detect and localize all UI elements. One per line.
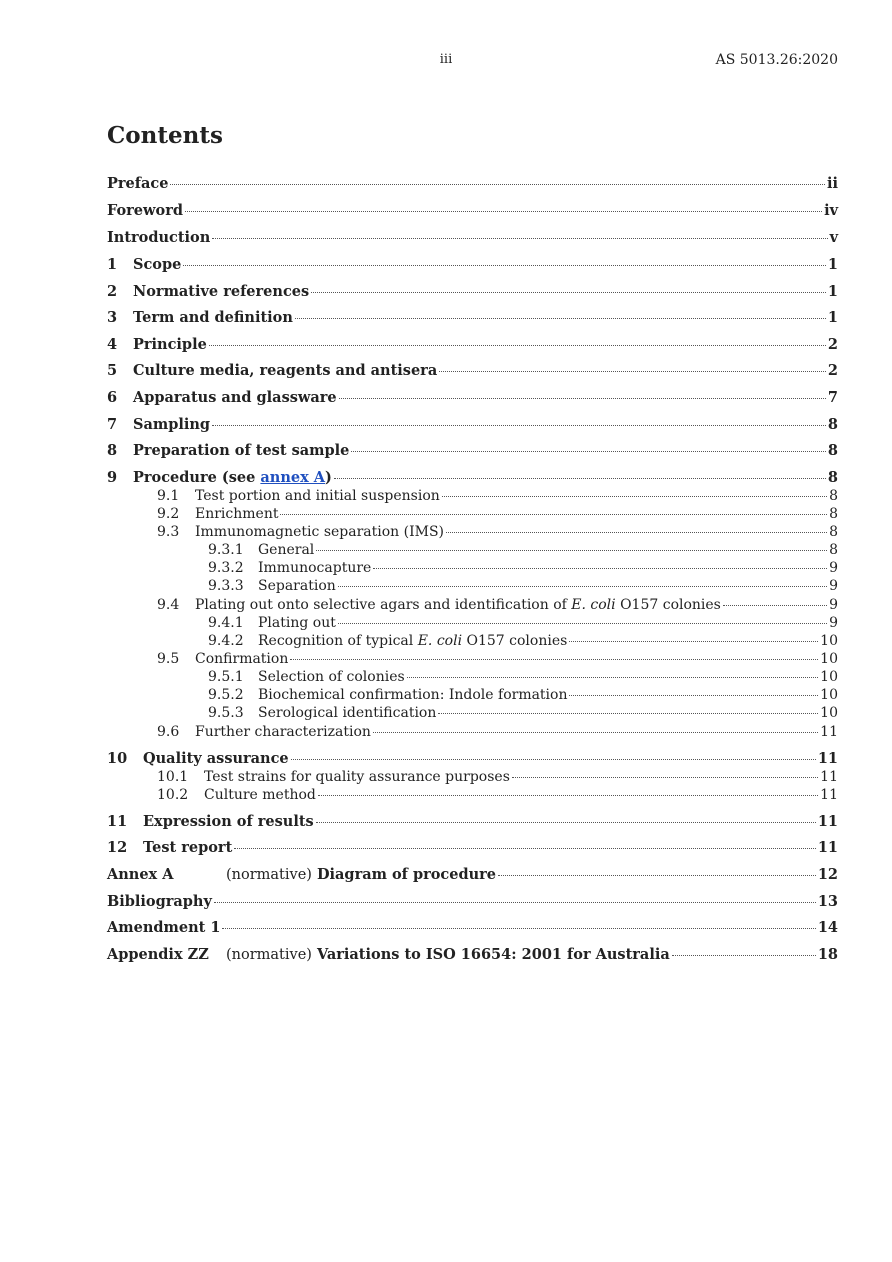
toc-entry-9-5-1[interactable] [107,668,838,686]
dot-leader [723,605,827,606]
toc-entry-title: Apparatus and glassware [133,389,337,406]
toc-entry-title-suffix: O157 colonies [462,633,568,649]
toc-entry-page: 10 [820,705,838,721]
toc-entry-title: Expression of results [143,813,314,830]
toc-entry-page: 8 [829,542,838,558]
toc-entry-title: Enrichment [195,506,279,522]
toc-entry-title: Serological identification [258,705,437,721]
toc-entry-title: Variations to ISO 16654: 2001 for Australia [316,946,670,963]
page-number: iii [439,52,453,67]
toc-entry-9-5-3[interactable] [107,704,838,722]
toc-entry-note: (normative) [226,947,312,963]
toc-entry-number: 9.5.3 [208,705,244,721]
toc-entry-title: Amendment 1 [107,919,221,936]
toc-entry-page: 8 [827,469,838,486]
toc-entry-procedure[interactable] [107,469,838,487]
toc-entry-9-4[interactable] [107,596,838,614]
organism-name: E. coli [417,633,463,649]
dot-leader [442,496,827,497]
dot-leader [316,550,827,551]
toc-entry-9-2[interactable] [107,505,838,523]
toc-entry-title: Principle [133,336,207,353]
toc-entry-note: (normative) [226,867,312,883]
toc-entry-title: Test strains for quality assurance purposes [204,769,510,785]
toc-entry-normative-references[interactable] [107,283,838,301]
toc-entry-number: 9.4 [157,597,180,613]
toc-entry-page: 9 [829,560,838,576]
dot-leader [214,902,816,903]
toc-entry-term-and-definition[interactable] [107,309,838,327]
toc-entry-page: 9 [829,597,838,613]
dot-leader [438,713,818,714]
page-title: Contents [107,122,223,149]
toc-entry-page: 9 [829,578,838,594]
dot-leader [338,623,827,624]
dot-leader [295,318,826,319]
dot-leader [290,659,818,660]
toc-entry-number: 9.2 [157,506,180,522]
toc-entry-page: 1 [827,309,838,326]
dot-leader [373,568,827,569]
toc-entry-number: 9.5.1 [208,669,244,685]
toc-entry-page: 2 [827,336,838,353]
toc-entry-title [133,469,332,487]
dot-leader [183,265,826,266]
dot-leader [339,398,826,399]
toc-entry-number: 8 [107,442,118,459]
toc-entry-number: 10 [107,750,128,767]
toc-entry-title: Quality assurance [143,750,289,767]
toc-entry-9-3-2[interactable] [107,559,838,577]
toc-entry-number: 9.4.1 [208,615,244,631]
dot-leader [316,822,816,823]
toc-entry-title: Sampling [133,416,211,433]
toc-entry-preface[interactable] [107,175,838,193]
toc-entry-page: 8 [827,416,838,433]
toc-entry-page: 8 [829,488,838,504]
dot-leader [569,641,818,642]
toc-entry-page: 8 [829,524,838,540]
dot-leader [512,777,818,778]
dot-leader [311,292,826,293]
toc-entry-10-2[interactable] [107,786,838,804]
toc-entry-preparation[interactable] [107,442,838,460]
toc-entry-page: 11 [820,769,838,785]
toc-entry-number: 9.1 [157,488,180,504]
toc-entry-culture-media[interactable] [107,362,838,380]
dot-leader [351,451,826,452]
toc-entry-page: 11 [817,750,838,767]
toc-entry-number: 9.3.2 [208,560,244,576]
toc-entry-title: Test report [143,839,233,856]
toc-entry-page: 1 [827,283,838,300]
toc-entry-9-4-1[interactable] [107,614,838,632]
toc-entry-9-5[interactable] [107,650,838,668]
toc-entry-sampling[interactable] [107,416,838,434]
toc-entry-number: 9 [107,469,118,486]
toc-entry-page: 1 [827,256,838,273]
toc-entry-page: 12 [817,866,838,883]
toc-entry-9-4-2[interactable] [107,632,838,650]
dot-leader [185,211,822,212]
toc-entry-9-1[interactable] [107,487,838,505]
dot-leader [407,677,818,678]
dot-leader [234,848,816,849]
toc-entry-test-report[interactable] [107,839,838,857]
toc-entry-foreword[interactable] [107,202,838,220]
toc-entry-title [258,632,567,650]
toc-entry-number: 9.4.2 [208,633,244,649]
dot-leader [212,425,826,426]
dot-leader [439,371,826,372]
dot-leader [222,928,815,929]
dot-leader [209,345,826,346]
toc-entry-number: 9.6 [157,724,180,740]
toc-entry-number: 9.3 [157,524,180,540]
toc-entry-title-prefix: Plating out onto selective agars and identification of [195,597,572,613]
toc-entry-number: 9.3.1 [208,542,244,558]
toc-entry-introduction[interactable] [107,229,838,247]
annex-a-link[interactable]: annex A [260,469,326,486]
dot-leader [672,955,816,956]
toc-entry-page: 10 [820,633,838,649]
dot-leader [498,875,816,876]
toc-entry-scope[interactable] [107,256,838,274]
toc-entry-title-suffix: O157 colonies [615,597,721,613]
toc-entry-title: Immunocapture [258,560,372,576]
toc-entry-title: Foreword [107,202,183,219]
toc-entry-label: Annex A [107,866,174,883]
toc-entry-title: General [258,542,315,558]
toc-entry-page: 11 [820,787,838,803]
toc-entry-title: Test portion and initial suspension [195,488,440,504]
toc-entry-title: Scope [133,256,182,273]
toc-entry-title: Diagram of procedure [316,866,497,883]
toc-entry-title: Introduction [107,229,211,246]
toc-entry-page: ii [826,175,838,192]
toc-entry-page: 7 [827,389,838,406]
toc-entry-page: v [829,229,838,246]
organism-name: E. coli [571,597,616,613]
toc-entry-title [195,596,721,614]
toc-entry-page: 11 [817,839,838,856]
toc-entry-title: Further characterization [195,724,371,740]
toc-entry-number: 1 [107,256,118,273]
toc-entry-title-suffix: ) [325,469,332,486]
toc-entry-bibliography[interactable] [107,893,838,911]
toc-entry-number: 5 [107,362,118,379]
toc-entry-page: 11 [817,813,838,830]
toc-entry-title: Preparation of test sample [133,442,350,459]
toc-entry-number: 4 [107,336,118,353]
dot-leader [170,184,825,185]
toc-entry-number: 3 [107,309,118,326]
toc-entry-page: 10 [820,669,838,685]
dot-leader [291,759,816,760]
toc-entry-number: 9.5 [157,651,180,667]
dot-leader [373,732,818,733]
toc-entry-number: 9.5.2 [208,687,244,703]
toc-entry-9-5-2[interactable] [107,686,838,704]
toc-entry-expression-of-results[interactable] [107,813,838,831]
toc-entry-apparatus[interactable] [107,389,838,407]
toc-entry-title: Term and definition [133,309,293,326]
toc-entry-label: Appendix ZZ [107,946,209,963]
toc-entry-title: Culture method [204,787,316,803]
toc-entry-page: 8 [827,442,838,459]
toc-entry-title: Normative references [133,283,310,300]
toc-entry-number: 10.2 [157,787,189,803]
dot-leader [334,478,826,479]
toc-entry-number: 11 [107,813,128,830]
toc-entry-number: 7 [107,416,118,433]
toc-entry-9-3[interactable] [107,523,838,541]
toc-entry-title-prefix: Recognition of typical [258,633,418,649]
toc-entry-page: 11 [820,724,838,740]
toc-entry-title: Selection of colonies [258,669,405,685]
toc-entry-page: 8 [829,506,838,522]
toc-entry-title: Bibliography [107,893,212,910]
toc-entry-9-3-1[interactable] [107,541,838,559]
toc-entry-page: 9 [829,615,838,631]
toc-entry-principle[interactable] [107,336,838,354]
toc-entry-number: 9.3.3 [208,578,244,594]
toc-entry-quality-assurance[interactable] [107,750,838,768]
dot-leader [280,514,827,515]
toc-entry-title: Preface [107,175,169,192]
dot-leader [569,695,818,696]
toc-entry-number: 10.1 [157,769,189,785]
toc-entry-9-6[interactable] [107,723,838,741]
toc-entry-number: 2 [107,283,118,300]
toc-entry-number: 6 [107,389,118,406]
toc-entry-title: Culture media, reagents and antisera [133,362,438,379]
dot-leader [338,586,827,587]
toc-entry-title: Confirmation [195,651,289,667]
toc-entry-title: Separation [258,578,336,594]
toc-entry-page: 14 [817,919,838,936]
toc-entry-page: 13 [817,893,838,910]
toc-entry-page: 10 [820,687,838,703]
toc-entry-title-prefix: Procedure (see [133,469,261,486]
toc-entry-title: Immunomagnetic separation (IMS) [195,524,445,540]
dot-leader [446,532,827,533]
toc-entry-title: Plating out [258,615,336,631]
document-id: AS 5013.26:2020 [715,52,838,68]
toc-entry-title: Biochemical confirmation: Indole formation [258,687,568,703]
toc-entry-10-1[interactable] [107,768,838,786]
toc-entry-9-3-3[interactable] [107,577,838,595]
toc-entry-appendix-zz[interactable] [107,946,838,964]
toc-entry-page: 10 [820,651,838,667]
toc-entry-page: 18 [817,946,838,963]
dot-leader [318,795,818,796]
toc-entry-page: iv [824,202,838,219]
dot-leader [212,238,827,239]
toc-entry-page: 2 [827,362,838,379]
toc-entry-annex-a[interactable] [107,866,838,884]
toc-entry-number: 12 [107,839,128,856]
toc-entry-amendment-1[interactable] [107,919,838,937]
